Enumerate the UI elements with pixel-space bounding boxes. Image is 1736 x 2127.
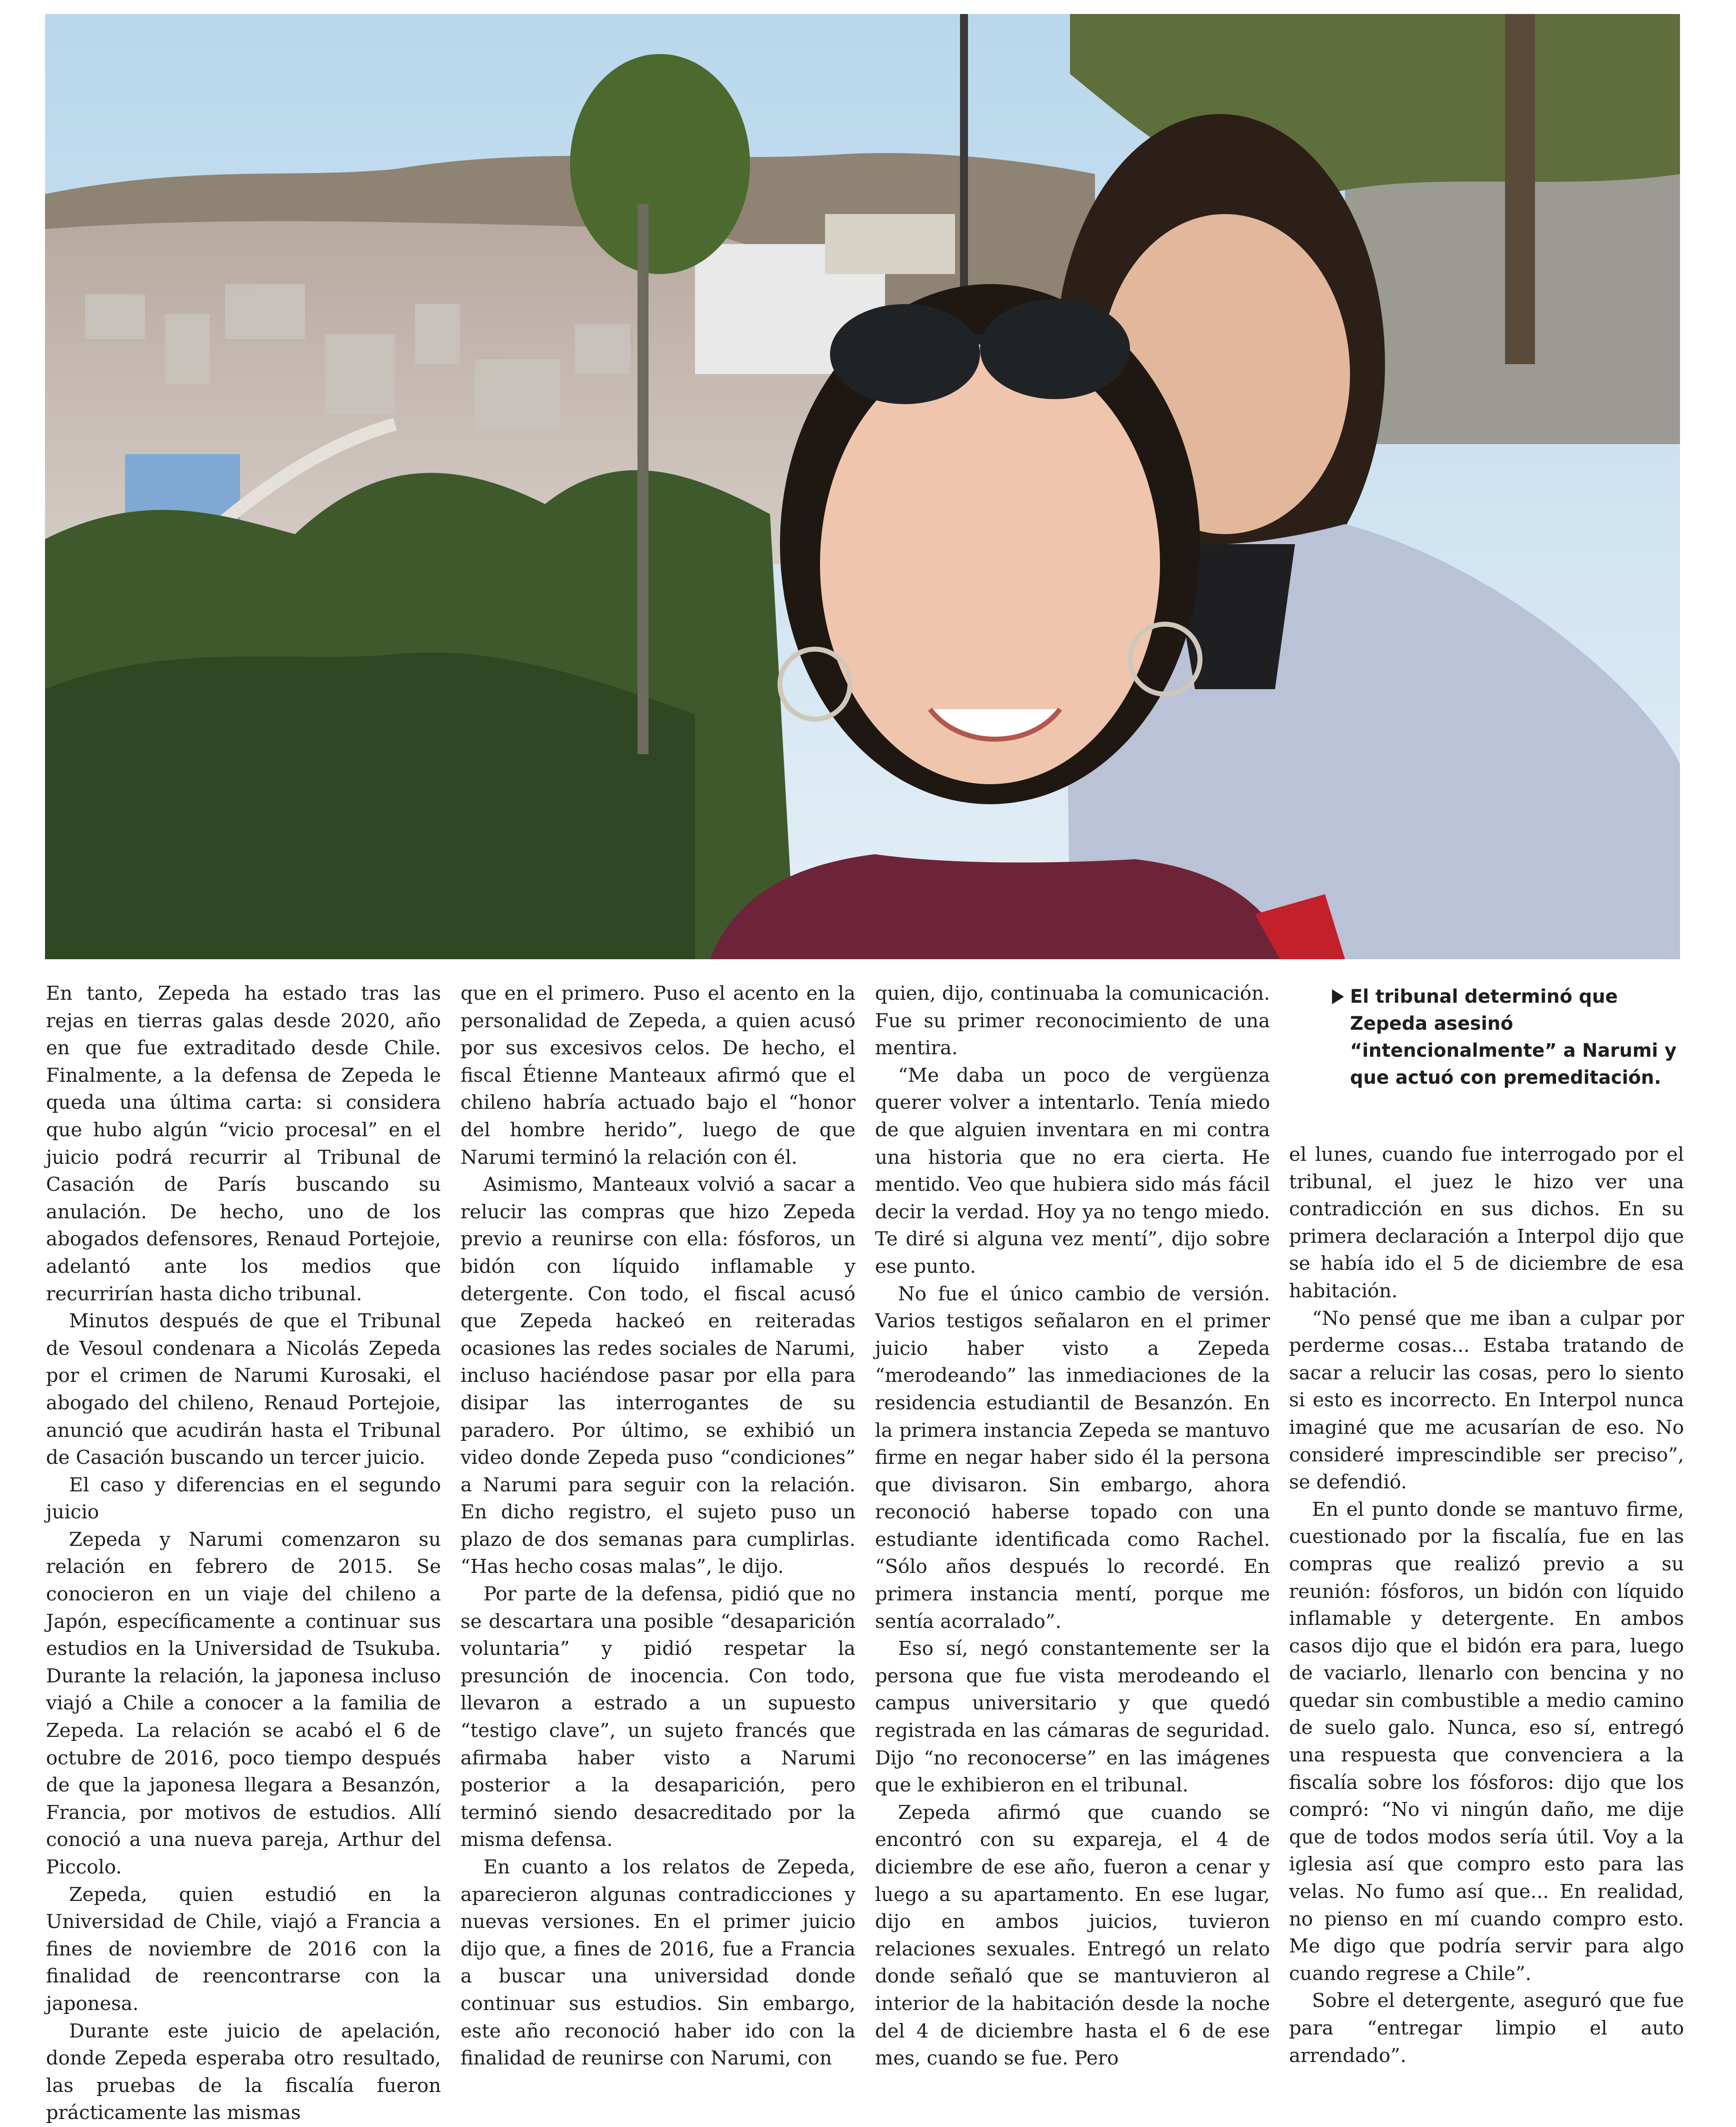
pull-quote bbox=[1332, 983, 1692, 1091]
text-column-2 bbox=[460, 980, 856, 2072]
article-photo bbox=[45, 14, 1680, 959]
paragraph: Zepeda y Narumi comenzaron su relación en febrero de 2015. Se conocieron en un viaje del chileno a Japón, específicamente a continuar sus estudios en la Universidad de Tsukuba. Durante la relación, la japonesa incluso viajó a Chile a conocer a la familia de Zepeda. La relación se acabó el 6 de octubre de 2016, poco tiempo después de que la japonesa llegara a Besanzón, Francia, por motivos de estudios. Allí conoció a una nueva pareja, Arthur del Piccolo. bbox=[46, 1528, 441, 1878]
section-subhead: El caso y diferencias en el segundo juicio bbox=[46, 1473, 441, 1524]
paragraph: Zepeda afirmó que cuando se encontró con su expareja, el 4 de diciembre de ese año, fueron a cenar y luego a su apartamento. En ese lugar, dijo en ambos juicios, tuvieron relaciones sexuales. Entregó un relato donde señaló que se mantuvieron al interior de la habitación desde la noche del 4 de diciembre hasta el 6 de ese mes, cuando se fue. Pero bbox=[875, 1801, 1270, 2070]
paragraph: Asimismo, Manteaux volvió a sacar a relucir las compras que hizo Zepeda previo a reunirse con ella: fósforos, un bidón con líquido inflamable y detergente. Con todo, el fiscal acusó que Zepeda hackeó en reiteradas ocasiones las redes sociales de Narumi, incluso haciéndose pasar por ella para disipar las interrogantes de su paradero. Por último, se exhibió un video donde Zepeda puso “condiciones” a Narumi para seguir con la relación. En dicho registro, el sujeto puso un plazo de dos semanas para cumplirlas. “Has hecho cosas malas”, le dijo. bbox=[460, 1173, 856, 1578]
paragraph: Durante este juicio de apelación, donde Zepeda esperaba otro resultado, las pruebas de la fiscalía fueron prácticamente las mismas bbox=[46, 2019, 441, 2124]
paragraph: En cuanto a los relatos de Zepeda, aparecieron algunas contradicciones y nuevas versiones. En el primer juicio dijo que, a fines de 2016, fue a Francia a buscar una universidad donde continuar sus estudios. Sin embargo, este año reconoció haber ido con la finalidad de reunirse con Narumi, con bbox=[460, 1856, 856, 2070]
pull-quote-text: El tribunal determinó que Zepeda asesinó “intencionalmente” a Narumi y que actuó con premeditación. bbox=[1350, 986, 1677, 1088]
paragraph: Eso sí, negó constantemente ser la persona que fue vista merodeando el campus universitario y que quedó registrada en las cámaras de seguridad. Dijo “no reconocerse” en las imágenes que le exhibieron en el tribunal. bbox=[875, 1637, 1270, 1797]
article-body bbox=[0, 980, 1736, 2124]
paragraph: En tanto, Zepeda ha estado tras las rejas en tierras galas desde 2020, año en que fue extraditado desde Chile. Finalmente, a la defensa de Zepeda le queda una última carta: si considera que hubo algún “vicio procesal” en el juicio podrá recurrir al Tribunal de Casación de París buscando su anulación. De hecho, uno de los abogados defensores, Renaud Portejoie, adelantó ante los medios que recurrirían hasta dicho tribunal. bbox=[46, 982, 441, 1305]
paragraph: Zepeda, quien estudió en la Universidad de Chile, viajó a Francia a fines de noviembre de 2016 con la finalidad de reencontrarse con la japonesa. bbox=[46, 1883, 441, 2015]
paragraph: Sobre el detergente, aseguró que fue para “entregar limpio el auto arrendado”. bbox=[1289, 1989, 1684, 2067]
paragraph: No fue el único cambio de versión. Varios testigos señalaron en el primer juicio haber visto a Zepeda “merodeando” las inmediaciones de la residencia estudiantil de Besanzón. En la primera instancia Zepeda se mantuvo firme en negar haber sido él la persona que divisaron. Sin embargo, ahora reconoció haberse topado con una estudiante identificada como Rachel. “Sólo años después lo recordé. En primera instancia mentí, porque me sentía acorralado”. bbox=[875, 1282, 1270, 1633]
paragraph: que en el primero. Puso el acento en la personalidad de Zepeda, a quien acusó por sus excesivos celos. De hecho, el fiscal Étienne Manteaux afirmó que el chileno habría actuado bajo el “honor del hombre herido”, luego de que Narumi terminó la relación con él. bbox=[460, 982, 856, 1169]
text-column-4 bbox=[1289, 1141, 1684, 2069]
paragraph: el lunes, cuando fue interrogado por el tribunal, el juez le hizo ver una contradicción en sus dichos. En su primera declaración a Interpol dijo que se había ido el 5 de diciembre de esa habitación. bbox=[1289, 1143, 1684, 1302]
text-column-3 bbox=[875, 980, 1270, 2072]
couple-selfie-illustration bbox=[45, 14, 1680, 959]
paragraph: Por parte de la defensa, pidió que no se descartara una posible “desaparición voluntaria” y pidió respetar la presunción de inocencia. Con todo, llevaron a estrado a un supuesto “testigo clave”, un sujeto francés que afirmaba haber visto a Narumi posterior a la desaparición, pero terminó siendo desacreditado por la misma defensa. bbox=[460, 1583, 856, 1851]
triangle-bullet-icon bbox=[1332, 989, 1344, 1004]
paragraph: quien, dijo, continuaba la comunicación. Fue su primer reconocimiento de una mentira. bbox=[875, 982, 1270, 1060]
paragraph: Minutos después de que el Tribunal de Vesoul condenara a Nicolás Zepeda por el crimen de Narumi Kurosaki, el abogado del chileno, Renaud Portejoie, anunció que acudirán hasta el Tribunal de Casación buscando un tercer juicio. bbox=[46, 1310, 441, 1469]
paragraph: “No pensé que me iban a culpar por perderme cosas... Estaba tratando de sacar a relucir las cosas, pero lo siento si esto es incorrecto. En Interpol nunca imaginé que me acusarían de eso. No consideré imprescindible ser preciso”, se defendió. bbox=[1289, 1307, 1684, 1494]
text-column-1 bbox=[46, 980, 441, 2127]
paragraph: En el punto donde se mantuvo firme, cuestionado por la fiscalía, fue en las compras que realizó previo a su reunión: fósforos, un bidón con líquido inflamable y detergente. En ambos casos dijo que el bidón era para, luego de vaciarlo, llenarlo con bencina y no quedar sin combustible a medio camino de suelo galo. Nunca, eso sí, entregó una respuesta que convenciera a la fiscalía sobre los fósforos: dijo que los compró: “No vi ningún daño, me dije que de todos modos sería útil. Voy a la iglesia así que compro esto para las velas. No fumo así que... En realidad, no pienso en mí cuando compro esto. Me digo que podría servir para algo cuando regrese a Chile”. bbox=[1289, 1498, 1684, 1985]
paragraph: “Me daba un poco de vergüenza querer volver a intentarlo. Tenía miedo de que alguien inventara en mi contra una historia que no era cierta. He mentido. Veo que hubiera sido más fácil decir la verdad. Hoy ya no tengo miedo. Te diré si alguna vez mentí”, dijo sobre ese punto. bbox=[875, 1064, 1270, 1278]
